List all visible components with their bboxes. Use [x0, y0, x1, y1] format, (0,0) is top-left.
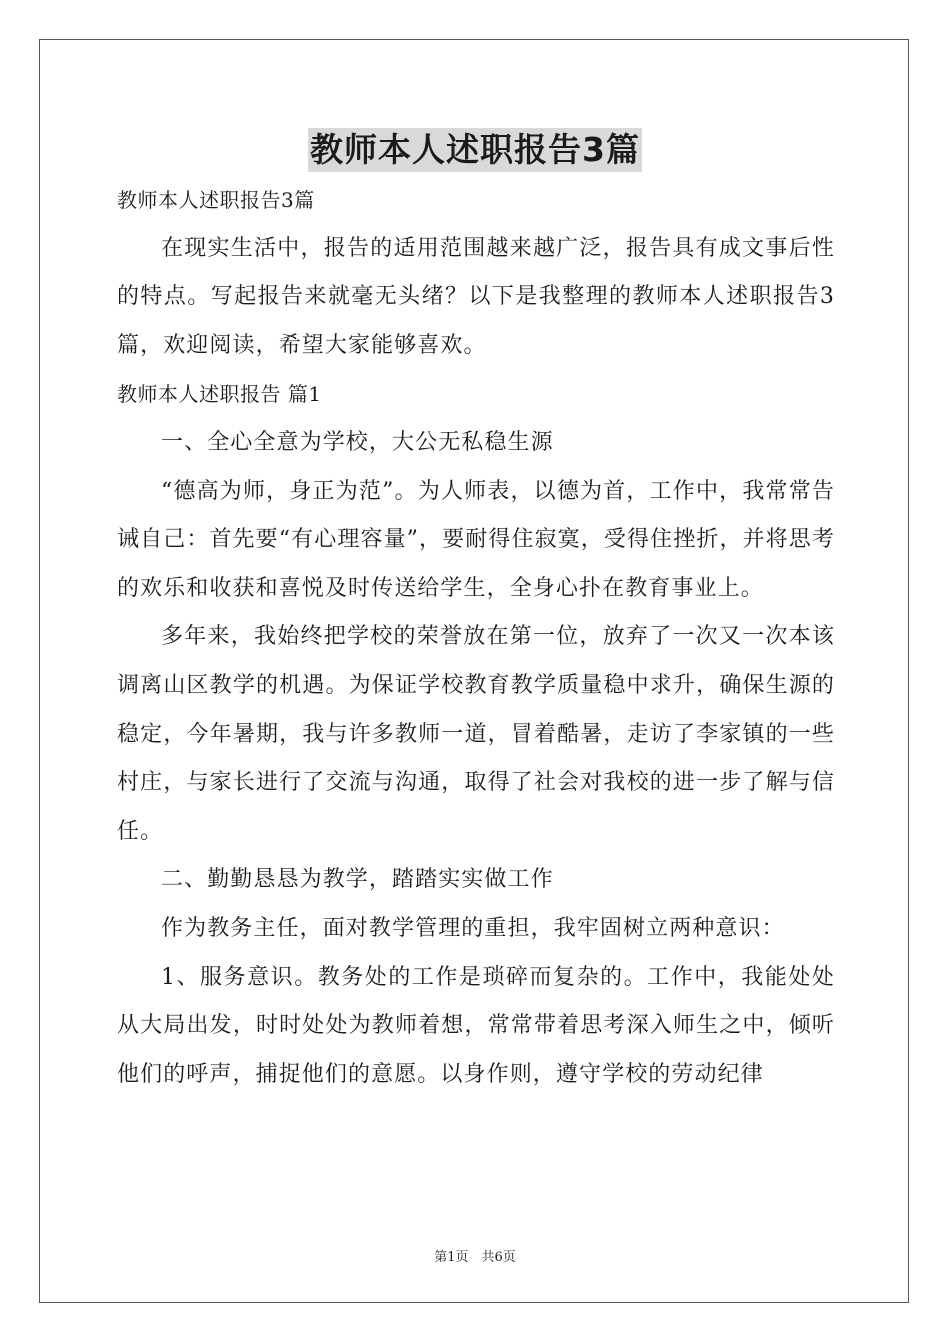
section-title: 教师本人述职报告 篇1: [117, 382, 322, 407]
page-number: 第1页 共6页: [434, 1250, 516, 1265]
document-subtitle: 教师本人述职报告3篇: [117, 188, 315, 212]
paragraph-1: “德高为师，身正为范”。为人师表，以德为首，工作中，我常常告诫自己：首先要“有心理容量”，要耐得住寂寞，受得住挫折，并将思考的欢乐和收获和喜悦及时传送给学生，全身心扑在教育事业上。: [117, 478, 835, 601]
document-body: [117, 176, 835, 1099]
paragraph-4: 1、服务意识。教务处的工作是琐碎而复杂的。工作中，我能处处从大局出发，时时处处为教师着想，常常带着思考深入师生之中，倾听他们的呼声，捕捉他们的意愿。以身作则，遵守学校的劳动纪律: [117, 964, 835, 1087]
section-heading-1: 一、全心全意为学校，大公无私稳生源: [161, 429, 554, 455]
paragraph-2: 多年来，我始终把学校的荣誉放在第一位，放弃了一次又一次本该调离山区教学的机遇。为保证学校教育教学质量稳中求升，确保生源的稳定，今年暑期，我与许多教师一道，冒着酷暑，走访了李家镇的一些村庄，与家长进行了交流与沟通，取得了社会对我校的进一步了解与信任。: [117, 624, 835, 844]
document-title-text: 教师本人述职报告3篇: [308, 128, 642, 172]
section-heading-2: 二、勤勤恳恳为教学，踏踏实实做工作: [161, 867, 554, 893]
intro-paragraph: 在现实生活中，报告的适用范围越来越广泛，报告具有成文事后性的特点。写起报告来就毫无头绪？以下是我整理的教师本人述职报告3篇，欢迎阅读，希望大家能够喜欢。: [117, 235, 835, 358]
paragraph-3: 作为教务主任，面对教学管理的重担，我牢固树立两种意识：: [161, 915, 785, 941]
document-title: [0, 128, 950, 172]
page-footer: [0, 1246, 950, 1265]
